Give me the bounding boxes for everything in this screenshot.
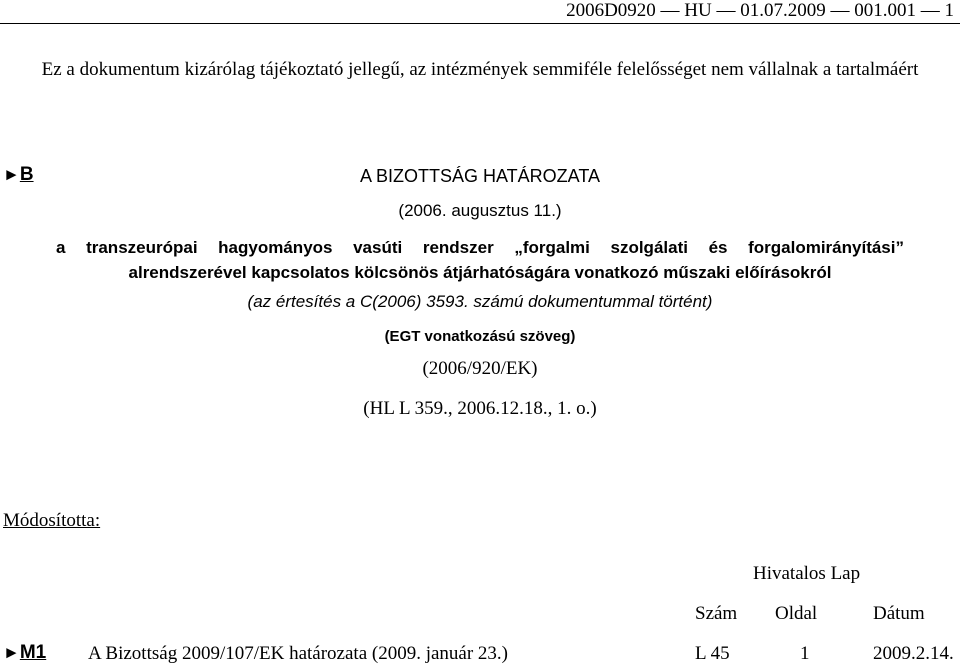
subject-word: „forgalmi (514, 238, 590, 257)
column-header-page: Oldal (775, 603, 818, 624)
amendment-oj-number: L 45 (695, 643, 730, 664)
column-header-date: Dátum (873, 603, 925, 624)
amendment-marker-m1[interactable] (3, 642, 46, 664)
notification-note: (az értesítés a C(2006) 3593. számú dokumentummal történt) (247, 292, 713, 311)
eea-relevance: (EGT vonatkozású szöveg) (384, 328, 576, 345)
amendment-code: M1 (19, 642, 47, 663)
amendment-oj-page: 1 (800, 643, 810, 664)
document-reference-header: 2006D0920 — HU — 01.07.2009 — 001.001 — 1 (566, 0, 954, 21)
amended-by-label: Módosította: (3, 510, 101, 531)
subject-word: a (56, 238, 66, 257)
arrow-right-icon: ► (3, 165, 20, 184)
subject-word: vasúti (353, 238, 403, 257)
column-header-number: Szám (695, 603, 738, 624)
subject-word: és (708, 238, 728, 257)
decision-date: (2006. augusztus 11.) (398, 201, 562, 220)
official-journal-reference: (HL L 359., 2006.12.18., 1. o.) (363, 398, 597, 419)
subject-word: szolgálati (610, 238, 688, 257)
decision-subject (56, 235, 904, 285)
subject-word: transzeurópai (86, 238, 198, 257)
arrow-right-icon: ► (3, 643, 20, 662)
amendment-title: A Bizottság 2009/107/EK határozata (2009. január 23.) (88, 643, 509, 664)
decision-number: (2006/920/EK) (422, 358, 538, 379)
official-journal-header: Hivatalos Lap (753, 563, 861, 584)
subject-word: hagyományos (218, 238, 333, 257)
decision-title: A BIZOTTSÁG HATÁROZATA (359, 166, 601, 186)
amendment-oj-date: 2009.2.14. (873, 643, 954, 664)
header-rule (0, 23, 960, 24)
subject-word: rendszer (422, 238, 494, 257)
subject-word: forgalomirányítási” (748, 238, 904, 257)
disclaimer-text: Ez a dokumentum kizárólag tájékoztató jellegű, az intézmények semmiféle felelősséget nem vállalnak a tartalmáért (41, 59, 919, 80)
version-marker-letter: B (19, 164, 34, 185)
subject-line-1 (56, 235, 904, 260)
subject-line-2: alrendszerével kapcsolatos kölcsönös átjárhatóságára vonatkozó műszaki előírásokról (128, 263, 832, 282)
